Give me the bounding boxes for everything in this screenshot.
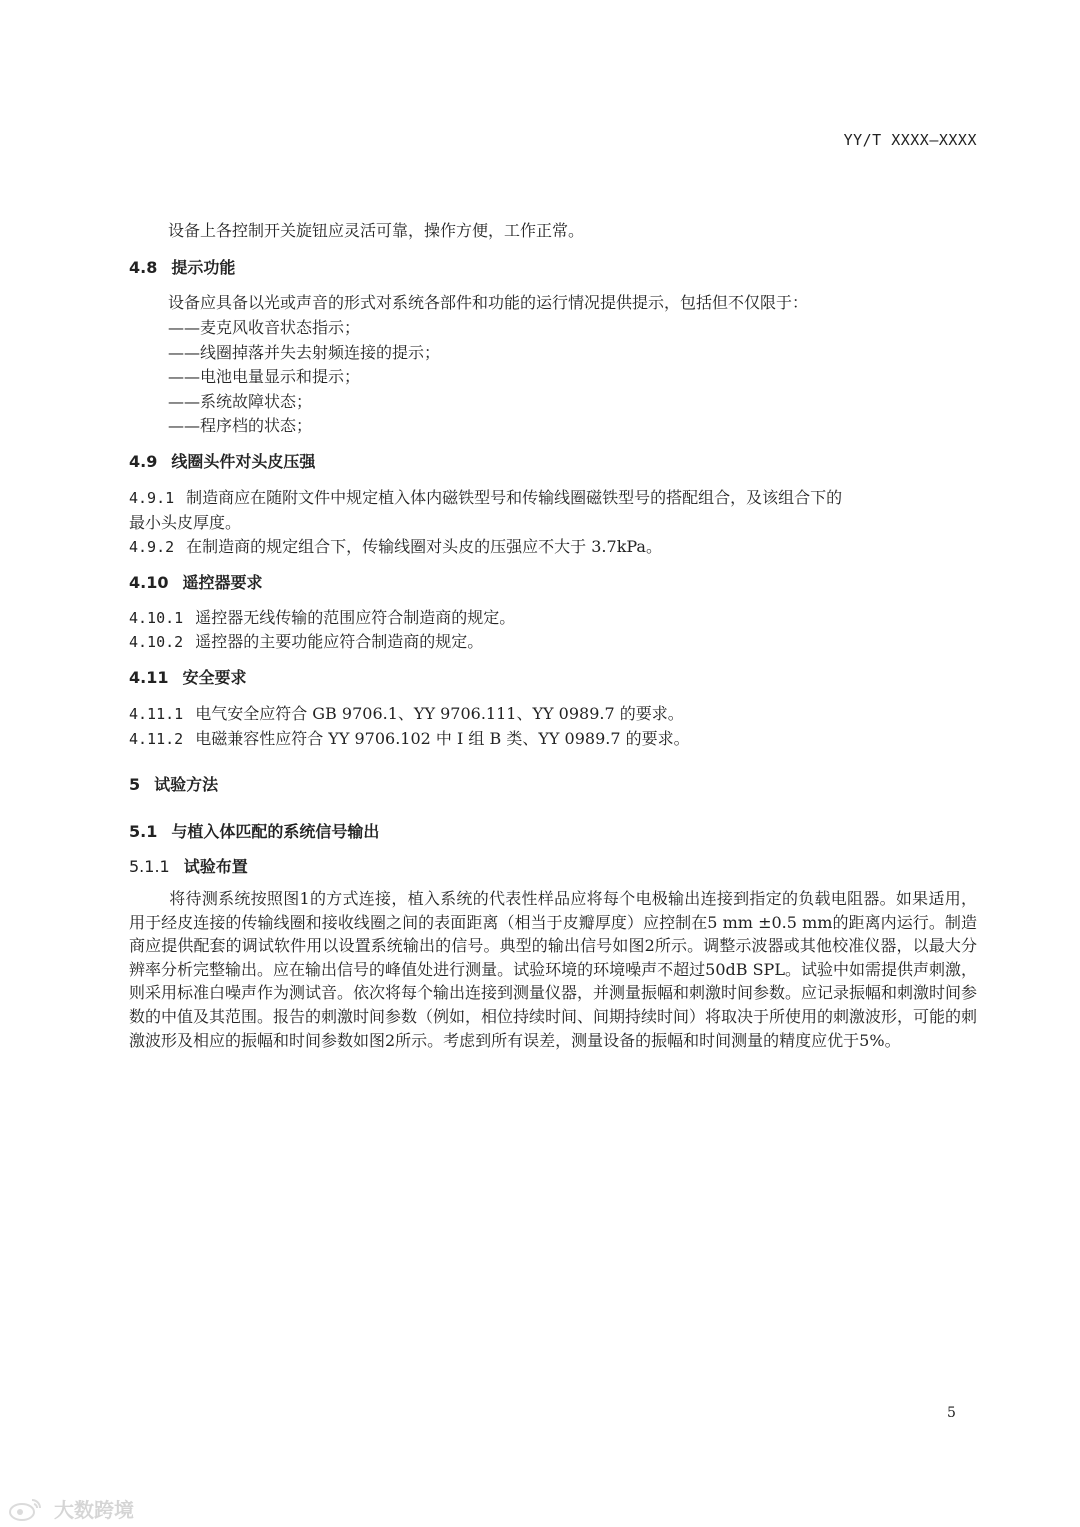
section-title: 试验方法 [154,775,219,794]
clause-text: 遥控器无线传输的范围应符合制造商的规定。 [195,608,516,627]
clause-4-11-1 [129,704,684,724]
paragraph-controls: 设备上各控制开关旋钮应灵活可靠，操作方便，工作正常。 [168,221,585,240]
list-item: ——电池电量显示和提示； [168,367,361,386]
clause-number: 4.11.2 [129,730,184,748]
clause-text: 在制造商的规定组合下，传输线圈对头皮的压强应不大于 3.7kPa。 [186,537,662,556]
paragraph-text: 将待测系统按照图1的方式连接，植入系统的代表性样品应将每个电极输出连接到指定的负载电阻器。如果适用，用于经皮连接的传输线圈和接收线圈之间的表面距离（相当于皮瓣厚度）应控制在5 mm ±0.5 mm的距离内运行。制造商应提供配套的调试软件用以设置系统输出的信号。典型的输出信号如图2所示。调整示波器或其他校准仪器，以最大分辨率分析完整输出。应在输出信号的峰值处进行测量。试验环境的环境噪声不超过50dB SPL。试验中如需提供声刺激，则采用标准白噪声作为测试音。依次将每个输出连接到测量仪器，并测量振幅和刺激时间参数。应记录振幅和刺激时间参数的中值及其范围。报告的刺激时间参数（例如，相位持续时间、间期持续时间）将取决于所使用的刺激波形，可能的刺激波形及相应的振幅和时间参数如图2所示。考虑到所有误差，测量设备的振幅和时间测量的精度应优于5%。 [129,889,978,1050]
page-number: 5 [947,1405,956,1421]
clause-number: 4.10.2 [129,633,184,651]
section-number: 4.9 [129,452,158,471]
section-5-1-1-heading [129,857,248,877]
clause-text: 制造商应在随附文件中规定植入体内磁铁型号和传输线圈磁铁型号的搭配组合，及该组合下的 [186,488,843,507]
section-4-10-heading [129,573,263,593]
clause-4-9-1-continued: 最小头皮厚度。 [129,513,242,532]
section-4-9-heading [129,452,315,472]
section-number: 4.10 [129,573,169,592]
clause-4-10-2 [129,632,483,652]
section-title: 试验布置 [183,857,248,876]
clause-4-9-1 [129,488,842,508]
paragraph-5-1-1 [129,887,977,1052]
clause-number: 4.10.1 [129,609,184,627]
list-item: ——线圈掉落并失去射频连接的提示； [168,343,441,362]
section-title: 提示功能 [171,258,236,277]
section-title: 安全要求 [182,668,247,687]
section-number: 4.11 [129,668,169,687]
chapter-5-heading [129,775,218,795]
clause-number: 4.11.1 [129,705,184,723]
section-number: 5.1.1 [129,857,170,876]
standard-code: YY/T XXXX—XXXX [843,131,977,149]
weibo-logo-icon [8,1496,48,1522]
clause-number: 4.9.2 [129,538,175,556]
section-4-8-heading [129,258,235,278]
clause-text: 遥控器的主要功能应符合制造商的规定。 [195,632,484,651]
watermark-text: 大数跨境 [54,1498,134,1522]
clause-text: 电磁兼容性应符合 YY 9706.102 中 I 组 B 类、YY 0989.7 的要求。 [195,729,690,748]
section-number: 5.1 [129,822,158,841]
section-4-11-heading [129,668,247,688]
clause-number: 4.9.1 [129,489,175,507]
clause-4-11-2 [129,729,690,749]
section-title: 线圈头件对头皮压强 [171,452,316,471]
paragraph-4-8: 设备应具备以光或声音的形式对系统各部件和功能的运行情况提供提示，包括但不仅限于： [168,293,809,312]
list-item: ——系统故障状态； [168,392,313,411]
section-title: 遥控器要求 [182,573,263,592]
section-5-1-heading [129,822,379,842]
watermark [8,1494,134,1523]
list-item: ——麦克风收音状态指示； [168,318,361,337]
list-item: ——程序档的状态； [168,416,313,435]
clause-text: 电气安全应符合 GB 9706.1、YY 9706.111、YY 0989.7 的要求。 [195,704,684,723]
clause-4-10-1 [129,608,515,628]
section-number: 5 [129,775,141,794]
clause-4-9-2 [129,537,662,557]
section-number: 4.8 [129,258,158,277]
section-title: 与植入体匹配的系统信号输出 [171,822,380,841]
